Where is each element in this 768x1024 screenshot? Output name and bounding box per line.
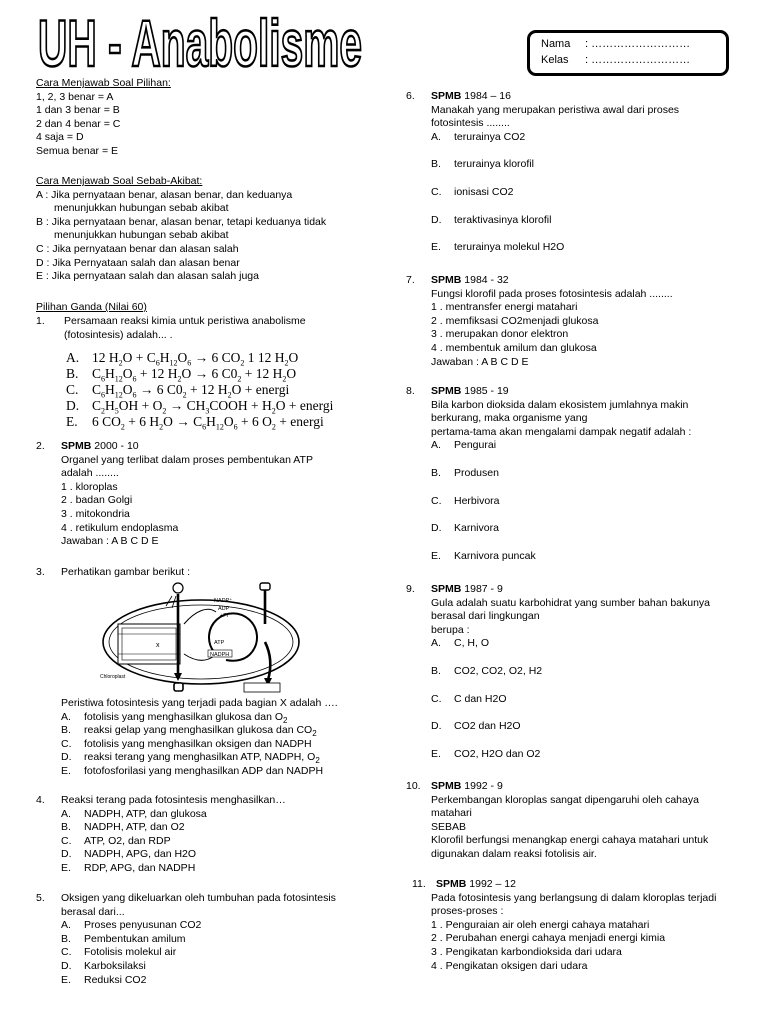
- question-text: Perhatikan gambar berikut :: [61, 566, 190, 578]
- choice-rule: 1 dan 3 benar = B: [36, 104, 120, 117]
- option-c[interactable]: C. Herbivora: [431, 494, 500, 507]
- student-info-box: [527, 30, 729, 76]
- name-field[interactable]: : ………………………: [585, 38, 691, 50]
- statement-item: 3 . merupakan donor elektron: [431, 328, 569, 341]
- option-a[interactable]: A. fotolisis yang menghasilkan glukosa dan $O_2$: [61, 710, 288, 725]
- class-label: Kelas: [541, 54, 569, 66]
- option-c[interactable]: C. ionisasi CO2: [431, 185, 514, 198]
- question-year: 2000 - 10: [94, 440, 139, 452]
- cause-rule: E : Jika pernyataan salah dan alasan salah juga: [36, 270, 259, 283]
- class-field[interactable]: : ………………………: [585, 54, 691, 66]
- option-c[interactable]: C. fotolisis yang menghasilkan oksigen dan NADPH: [61, 737, 312, 750]
- formula-option-e[interactable]: E. 6 $CO_2 + 6$ $H_2O \to C_6H_{12}O_6 + 6$ $O_2$ + energi: [66, 414, 324, 432]
- question-source: SPMB: [431, 90, 462, 102]
- question-text: digunakan dalam reaksi fotolisis air.: [431, 847, 597, 860]
- choice-rule: 1, 2, 3 benar = A: [36, 90, 114, 103]
- option-a[interactable]: A. C, H, O: [431, 637, 490, 650]
- question-text: berkurang, maka organisme yang: [431, 412, 588, 425]
- question-text: SEBAB: [431, 820, 467, 833]
- cause-rule: A : Jika pernyataan benar, alasan benar, dan keduanya: [36, 188, 293, 201]
- choice-rule: 2 dan 4 benar = C: [36, 117, 121, 130]
- question-source: SPMB: [431, 385, 462, 397]
- question-number: 4.: [36, 794, 45, 806]
- option-d[interactable]: D. Karnivora: [431, 522, 499, 535]
- statement-item: 1 . mentransfer energi matahari: [431, 301, 578, 314]
- statement-item: 4 . membentuk amilum dan glukosa: [431, 341, 597, 354]
- question-number: 11.: [412, 878, 426, 890]
- option-c[interactable]: C. ATP, O2, dan RDP: [61, 834, 171, 847]
- question-source: SPMB: [61, 440, 92, 452]
- option-b[interactable]: B. CO2, CO2, O2, H2: [431, 664, 543, 677]
- choice-heading: Cara Menjawab Soal Pilihan:: [36, 77, 171, 89]
- option-e[interactable]: E. Karnivora puncak: [431, 549, 536, 562]
- page-title: [36, 10, 366, 72]
- option-b[interactable]: B. Produsen: [431, 466, 499, 479]
- question-text: Persamaan reaksi kimia untuk peristiwa anabolisme (fotosintesis) adalah... .: [64, 315, 306, 341]
- section-heading: Pilihan Ganda (Nilai 60): [36, 301, 147, 313]
- question-number: 2.: [36, 440, 45, 452]
- cause-rule: menunjukkan hubungan sebab akibat: [54, 229, 229, 242]
- question-number: 7.: [406, 274, 415, 286]
- question-text: berasal dari...: [61, 905, 125, 918]
- option-b[interactable]: B. NADPH, ATP, dan O2: [61, 821, 185, 834]
- option-b[interactable]: B. Pembentukan amilum: [61, 932, 186, 945]
- question-year: 1992 - 9: [464, 780, 503, 792]
- cause-rule: B : Jika pernyataan benar, alasan benar, tetapi keduanya tidak: [36, 215, 327, 228]
- question-text: Bila karbon dioksida dalam ekosistem jumlahnya makin: [431, 398, 689, 411]
- question-text: Reaksi terang pada fotosintesis menghasilkan…: [61, 794, 286, 806]
- question-year: 1992 – 12: [469, 878, 516, 890]
- question-text: Pada fotosintesis yang berlangsung di dalam kloroplas terjadi: [431, 891, 717, 904]
- option-e[interactable]: E. fotofosforilasi yang menghasilkan ADP dan NADPH: [61, 764, 324, 777]
- formula-option-d[interactable]: D. $C_2H_5OH + O_2$ → $CH_3COOH + H_2O$ + energi: [66, 398, 334, 416]
- question-text: fotosintesis ........: [431, 117, 510, 130]
- question-prompt: Peristiwa fotosintesis yang terjadi pada bagian X adalah ….: [61, 697, 338, 709]
- statement-item: 3 . Pengikatan karbondioksida dari udara: [431, 945, 622, 958]
- question-text: SPMB 2000 - 10 Organel yang terlibat dalam proses pembentukan ATP adalah ........ 1 . kloroplas 2 . badan Golgi 3 . mitokondria 4 . retikulum endoplasma Jawaban : A B C D E: [61, 440, 366, 549]
- question-text: matahari: [431, 807, 472, 820]
- cause-instructions: [36, 175, 366, 284]
- formula-option-b[interactable]: B. $C_6H_{12}O_6 + 12$ $H_2O \to 6$ $C0_2 + 12$ $H_2O$: [66, 366, 297, 384]
- option-d[interactable]: D. CO2 dan H2O: [431, 720, 521, 733]
- formula-option-c[interactable]: C. $C_6H_{12}O_6 \to 6$ $C0_2 + 12$ $H_2O$ + energi: [66, 382, 290, 400]
- question-number: 6.: [406, 90, 415, 102]
- question-year: 1987 - 9: [464, 583, 503, 595]
- statement-item: 3 . mitokondria: [61, 507, 130, 520]
- question-number: 3.: [36, 566, 45, 578]
- option-a[interactable]: A. NADPH, ATP, dan glukosa: [61, 807, 207, 820]
- name-label: Nama: [541, 38, 571, 50]
- answer-choices[interactable]: Jawaban : A B C D E: [431, 355, 529, 368]
- statement-item: 2 . Perubahan energi cahaya menjadi energi kimia: [431, 932, 666, 945]
- choice-rule: 4 saja = D: [36, 131, 84, 144]
- cause-rule: C : Jika pernyataan benar dan alasan salah: [36, 242, 239, 255]
- diagram-label-nadph: NADPH: [210, 652, 230, 658]
- question-number: 10.: [406, 780, 421, 792]
- cause-rule: menunjukkan hubungan sebab akibat: [54, 202, 229, 215]
- option-c[interactable]: C. C dan H2O: [431, 692, 507, 705]
- option-e[interactable]: E. RDP, APG, dan NADPH: [61, 861, 196, 874]
- question-text: berupa :: [431, 623, 470, 636]
- question-text: Manakah yang merupakan peristiwa awal dari proses: [431, 103, 680, 116]
- option-a[interactable]: A. Pengurai: [431, 439, 497, 452]
- diagram-label-chloroplast: Chloroplast: [100, 674, 126, 680]
- question-source: SPMB: [431, 274, 462, 286]
- diagram-label-x: x: [156, 642, 160, 649]
- chloroplast-diagram: [96, 582, 306, 694]
- option-c[interactable]: C. Fotolisis molekul air: [61, 946, 177, 959]
- option-d[interactable]: D. Karboksilaksi: [61, 959, 146, 972]
- choice-instructions: [36, 77, 366, 159]
- question-number: 5.: [36, 892, 45, 904]
- question-text: berasal dari lingkungan: [431, 610, 540, 623]
- option-b[interactable]: B. reaksi gelap yang menghasilkan glukosa dan $CO_2$: [61, 724, 317, 739]
- option-e[interactable]: E. terurainya molekul H2O: [431, 241, 565, 254]
- question-year: 1984 - 32: [464, 274, 509, 286]
- option-d[interactable]: D. NADPH, APG, dan H2O: [61, 848, 197, 861]
- statement-item: 4 . Pengikatan oksigen dari udara: [431, 959, 588, 972]
- question-text: Klorofil berfungsi menangkap energi cahaya matahari untuk: [431, 834, 709, 847]
- option-a[interactable]: A. Proses penyusunan CO2: [61, 919, 202, 932]
- question-source: SPMB: [436, 878, 467, 890]
- question-text: pertama-tama akan mengalami dampak negatif adalah :: [431, 425, 692, 438]
- choice-rule: Semua benar = E: [36, 144, 119, 157]
- cause-rule: D : Jika Pernyataan salah dan alasan benar: [36, 256, 240, 269]
- answer-choices[interactable]: Jawaban : A B C D E: [61, 535, 159, 548]
- question-text: proses-proses :: [431, 905, 504, 918]
- diagram-label-pi: +Pi: [220, 613, 229, 619]
- question-text: Perkembangan kloroplas sangat dipengaruhi oleh cahaya: [431, 793, 699, 806]
- statement-item: 2 . memfiksasi CO2menjadi glukosa: [431, 314, 599, 327]
- statement-item: 1 . Penguraian air oleh energi cahaya matahari: [431, 918, 650, 931]
- statement-item: 2 . badan Golgi: [61, 494, 133, 507]
- question-text: Fungsi klorofil pada proses fotosintesis adalah ........: [431, 287, 673, 300]
- question-year: 1984 – 16: [464, 90, 511, 102]
- question-number: 8.: [406, 385, 415, 397]
- page-title-outline-text: [36, 10, 366, 72]
- formula-option-a[interactable]: A. 12 $H_2O + C_6H_{12}O_6 \to 6$ $CO_2$ 1 12 $H_2O$: [66, 350, 299, 368]
- diagram-label-adp: ADP: [218, 606, 230, 612]
- question-year: 1985 - 19: [464, 385, 509, 397]
- question-number: 9.: [406, 583, 415, 595]
- cause-heading: Cara Menjawab Soal Sebab-Akibat:: [36, 175, 203, 187]
- option-d[interactable]: D. reaksi terang yang menghasilkan ATP, NADPH, $O_2$: [61, 751, 320, 766]
- svg-text:UH - Anabolisme: UH - Anabolisme: [38, 10, 362, 72]
- option-a[interactable]: A. terurainya CO2: [431, 130, 526, 143]
- question-text: Oksigen yang dikeluarkan oleh tumbuhan pada fotosintesis: [61, 892, 336, 904]
- question-source: SPMB: [431, 780, 462, 792]
- question-text: Gula adalah suatu karbohidrat yang sumber bahan bakunya: [431, 596, 711, 609]
- diagram-label-atp: ATP: [214, 640, 225, 646]
- option-e[interactable]: E. CO2, H2O dan O2: [431, 747, 541, 760]
- option-b[interactable]: B. terurainya klorofil: [431, 158, 534, 171]
- chloroplast-illustration: [96, 582, 306, 694]
- statement-item: 4 . retikulum endoplasma: [61, 521, 179, 534]
- option-d[interactable]: D. teraktivasinya klorofil: [431, 213, 552, 226]
- option-e[interactable]: E. Reduksi CO2: [61, 973, 147, 986]
- formula-options: [66, 350, 333, 430]
- question-source: SPMB: [431, 583, 462, 595]
- question-number: 1.: [36, 315, 45, 327]
- diagram-label-nadp: NADP⁺: [214, 598, 233, 604]
- statement-item: 1 . kloroplas: [61, 480, 118, 493]
